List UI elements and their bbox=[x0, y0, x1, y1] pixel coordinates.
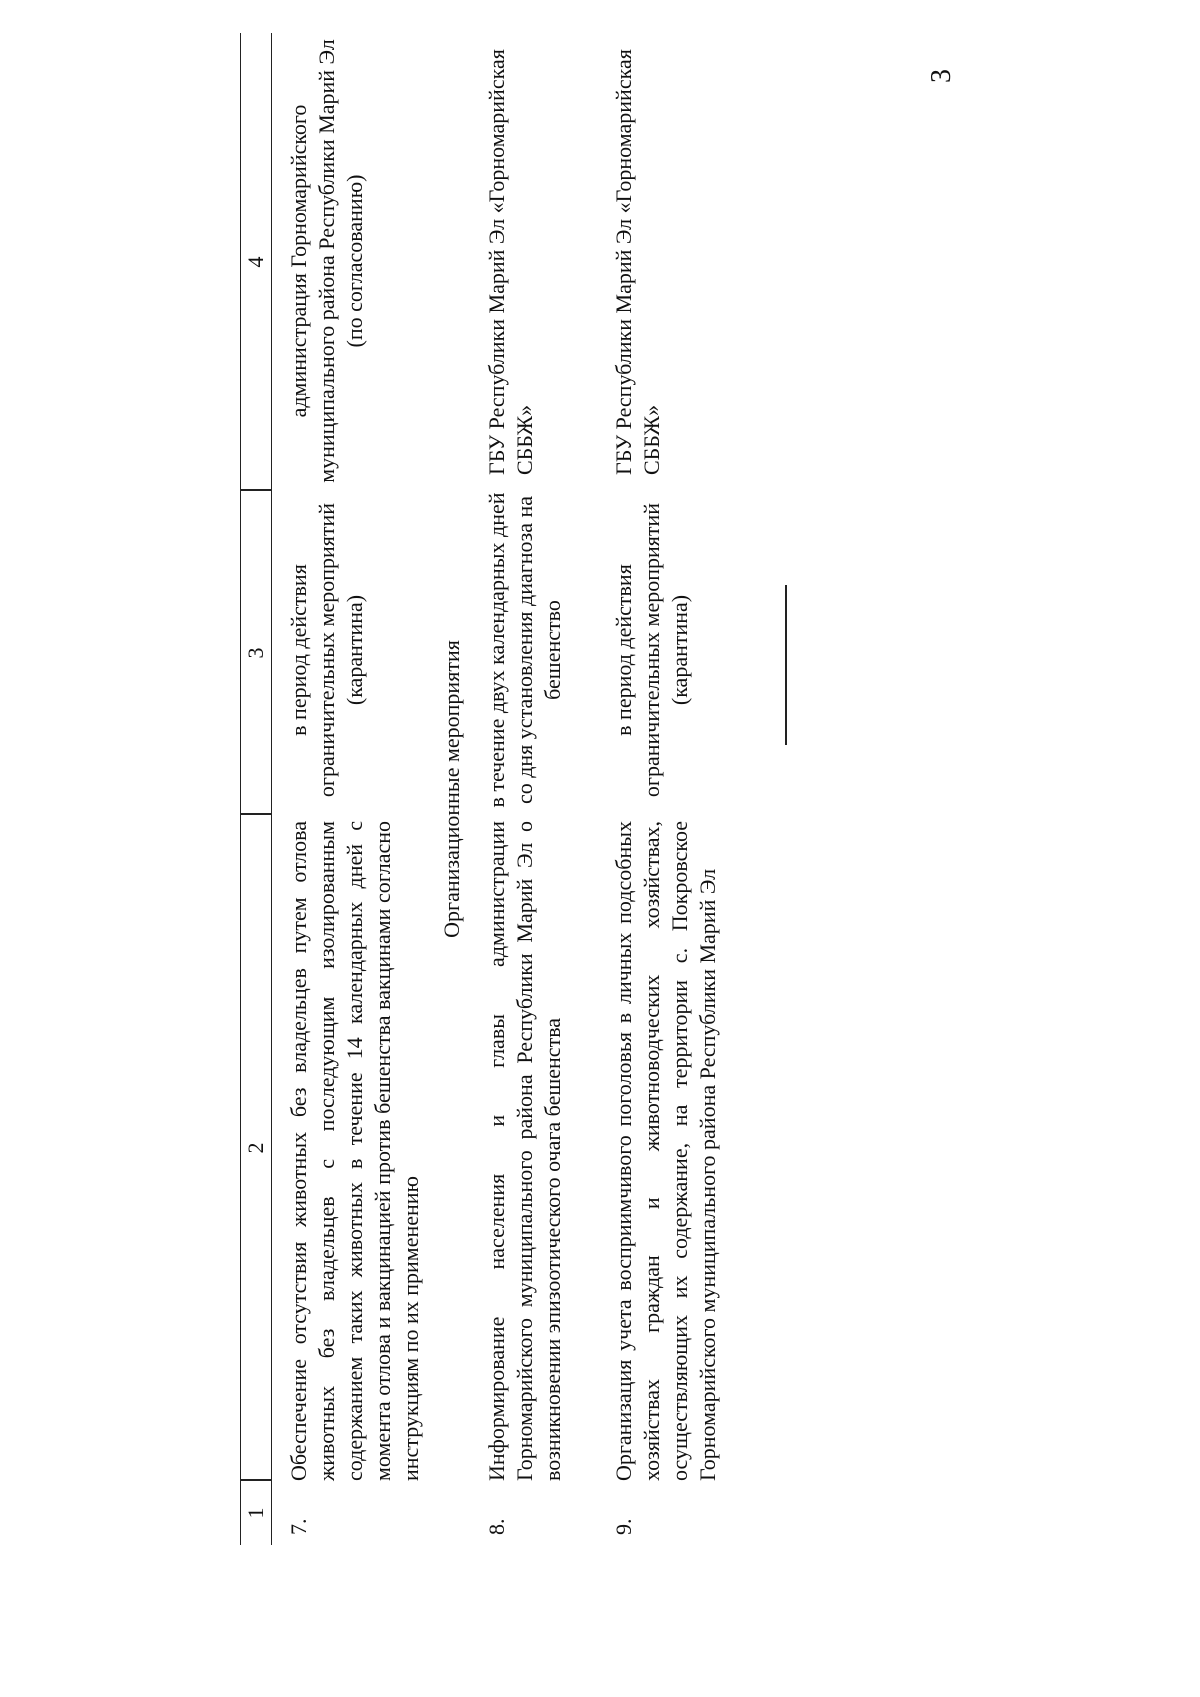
row-number: 9. bbox=[611, 1518, 636, 1535]
header-col-1: 1 bbox=[243, 1507, 268, 1519]
header-divider bbox=[241, 814, 271, 816]
row-responsible: ГБУ Республики Марий Эл «Горномарийская СББЖ» bbox=[484, 49, 537, 475]
row-term: в период действия ограничительных мероприятий (карантина) bbox=[611, 502, 692, 798]
row-description: Обеспечение отсутствия животных без владельцев путем отлова животных без владельцев с последующим изолированным содержанием таких животных в течение 14 календарных дней с момента отлова и вакцинацией против бешенства вакцинами согласно инструкциям по их применению bbox=[286, 821, 423, 1481]
header-col-3: 3 bbox=[243, 647, 268, 659]
row-responsible: ГБУ Республики Марий Эл «Горномарийская СББЖ» bbox=[611, 49, 664, 475]
row-number: 7. bbox=[286, 1518, 311, 1535]
row-term: в период действия ограничительных мероприятий (карантина) bbox=[286, 502, 367, 798]
header-col-4: 4 bbox=[243, 256, 268, 268]
document-sheet bbox=[240, 25, 1000, 1585]
row-number: 8. bbox=[484, 1518, 509, 1535]
header-divider bbox=[241, 490, 271, 492]
header-divider bbox=[241, 1480, 271, 1482]
section-title: Организационные мероприятия bbox=[439, 640, 464, 938]
closing-rule bbox=[785, 585, 787, 745]
row-responsible: администрация Горномарийского муниципального района Республики Марий Эл (по согласованию) bbox=[286, 39, 367, 483]
table-header bbox=[240, 33, 272, 1545]
row-term: в течение двух календарных дней со дня установления диагноза на бешенство bbox=[484, 492, 565, 808]
page-number: 3 bbox=[926, 69, 957, 83]
header-col-2: 2 bbox=[243, 1142, 268, 1154]
row-description: Информирование населения и главы администрации Горномарийского муниципального района Республики Марий Эл о возникновении эпизоотического очага бешенства bbox=[484, 821, 565, 1481]
row-description: Организация учета восприимчивого поголовья в личных подсобных хозяйствах граждан и животноводческих хозяйствах, осуществляющих их содержание, на территории с. Покровское Горномарийского муниципального района Республики Марий Эл bbox=[611, 821, 720, 1481]
